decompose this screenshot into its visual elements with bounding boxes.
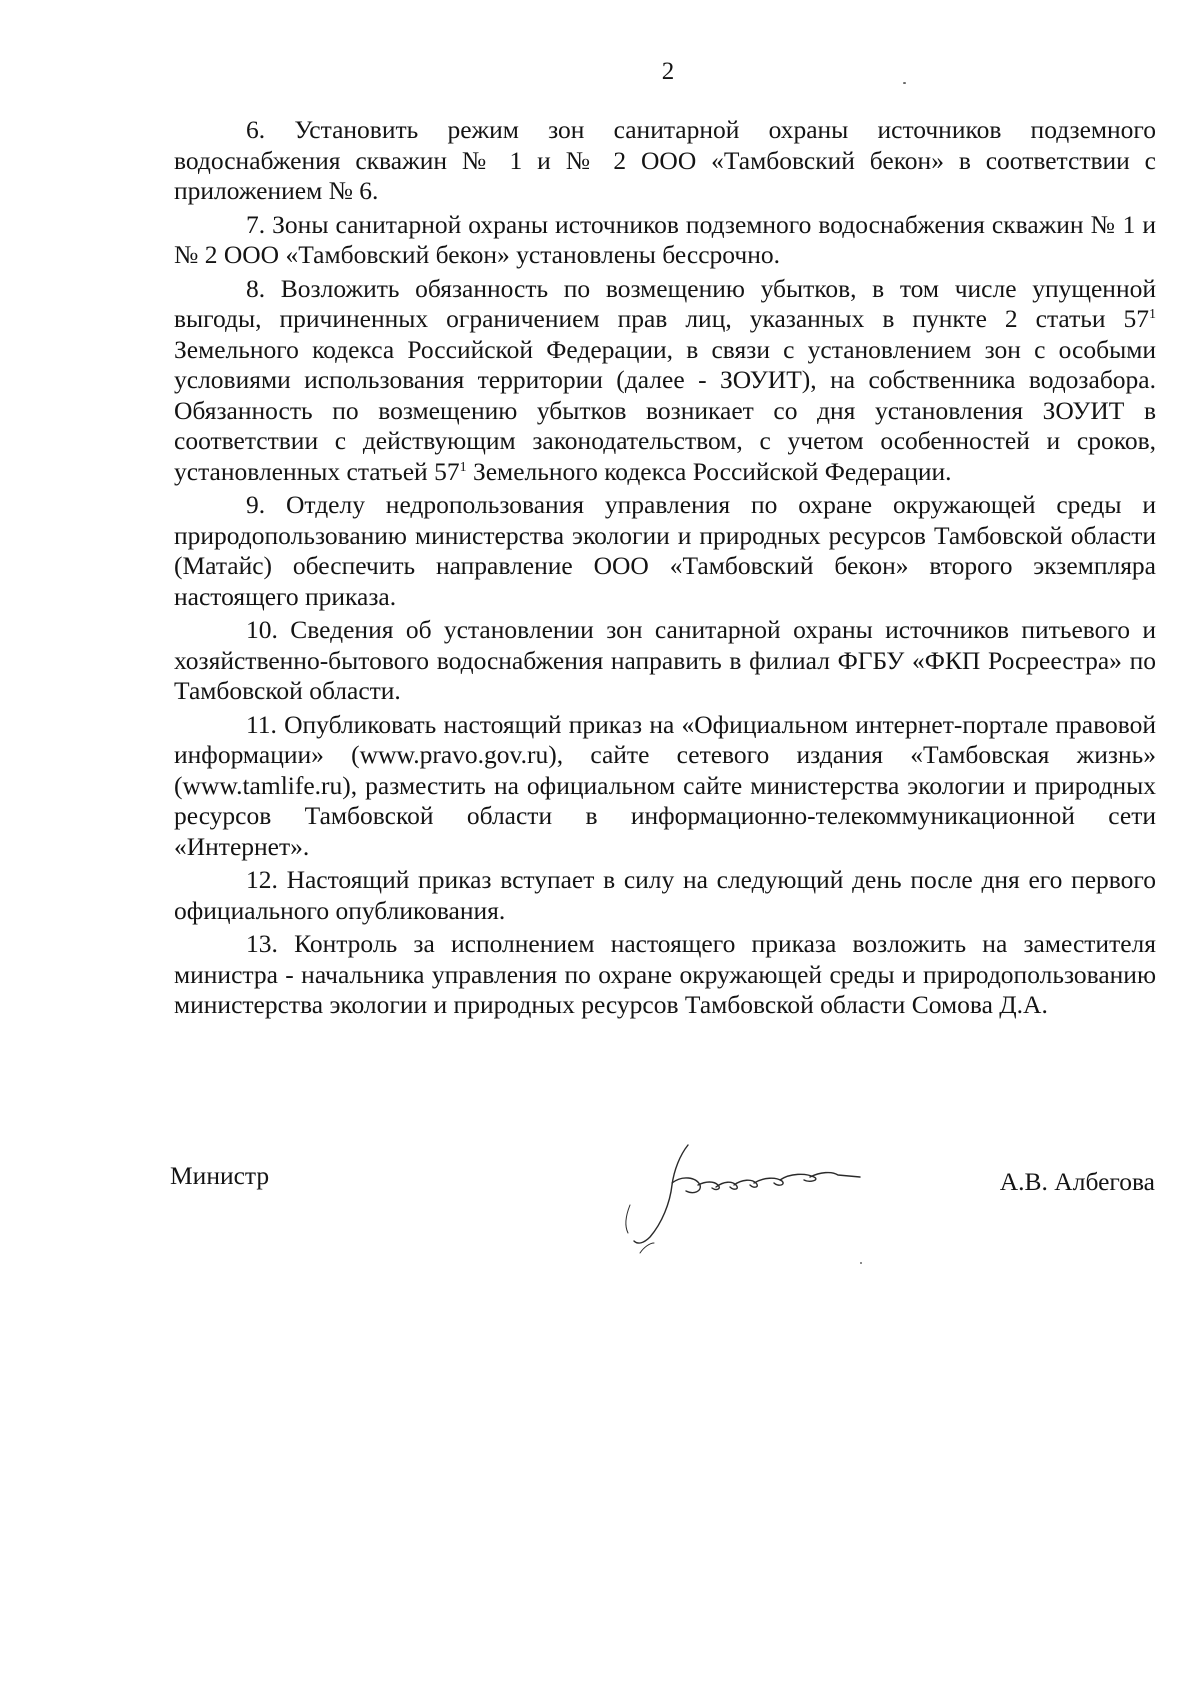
paragraph-12: 12. Настоящий приказ вступает в силу на следующий день после дня его первого официального опубликования. [174,865,1156,925]
handwritten-signature [610,1125,910,1255]
superscript-2: 1 [459,459,467,475]
signatory-name: А.В. Албегова [999,1167,1155,1196]
paragraph-8-part-3: Земельного кодекса Российской Федерации. [466,456,952,486]
scan-speck [860,1262,862,1264]
paragraph-8 [174,274,1156,488]
page-number: 2 [661,58,675,85]
superscript-1: 1 [1149,307,1156,322]
paragraph-13: 13. Контроль за исполнением настоящего приказа возложить на заместителя министра - начальника управления по охране окружающей среды и природопользованию министерства экологии и природных ресурсов Тамбовской области Сомова Д.А. [174,929,1156,1019]
order-body [174,115,1156,1024]
scan-speck [903,82,906,84]
paragraph-9: 9. Отделу недропользования управления по охране окружающей среды и природопользованию министерства экологии и природных ресурсов Тамбовской области (Матайс) обеспечить направление ООО «Тамбовский бекон» второго экземпляра настоящего приказа. [174,490,1156,611]
paragraph-10: 10. Сведения об установлении зон санитарной охраны источников питьевого и хозяйственно-бытового водоснабжения направить в филиал ФГБУ «ФКП Росреестра» по Тамбовской области. [174,615,1156,705]
paragraph-8-part-1: 8. Возложить обязанность по возмещению убытков, в том числе упущенной выгоды, причиненных ограничением прав лиц, указанных в пункте 2 статьи 57 [174,273,1156,333]
paragraph-7: 7. Зоны санитарной охраны источников подземного водоснабжения скважин № 1 и № 2 ООО «Тамбовский бекон» установлены бессрочно. [174,209,1156,269]
paragraph-11: 11. Опубликовать настоящий приказ на «Официальном интернет-портале правовой информации» (www.pravo.gov.ru), сайте сетевого издания «Тамбовская жизнь» (www.tamlife.ru), разместить на официальном сайте министерства экологии и природных ресурсов Тамбовской области в информационно-телекоммуникационной сети «Интернет». [174,709,1156,861]
signatory-title: Министр [170,1161,270,1190]
paragraph-6: 6. Установить режим зон санитарной охраны источников подземного водоснабжения скважин № 1 и № 2 ООО «Тамбовский бекон» в соответствии с приложением № 6. [174,115,1156,205]
paragraph-8-part-2: Земельного кодекса Российской Федерации, в связи с установлением зон с особыми условиями использования территории (далее - ЗОУИТ), на собственника водозабора. Обязанность по возмещению убытков возникает со дня установления ЗОУИТ в соответствии с действующим законодательством, с учетом особенностей и сроков, установленных статьей 57 [174,334,1156,486]
